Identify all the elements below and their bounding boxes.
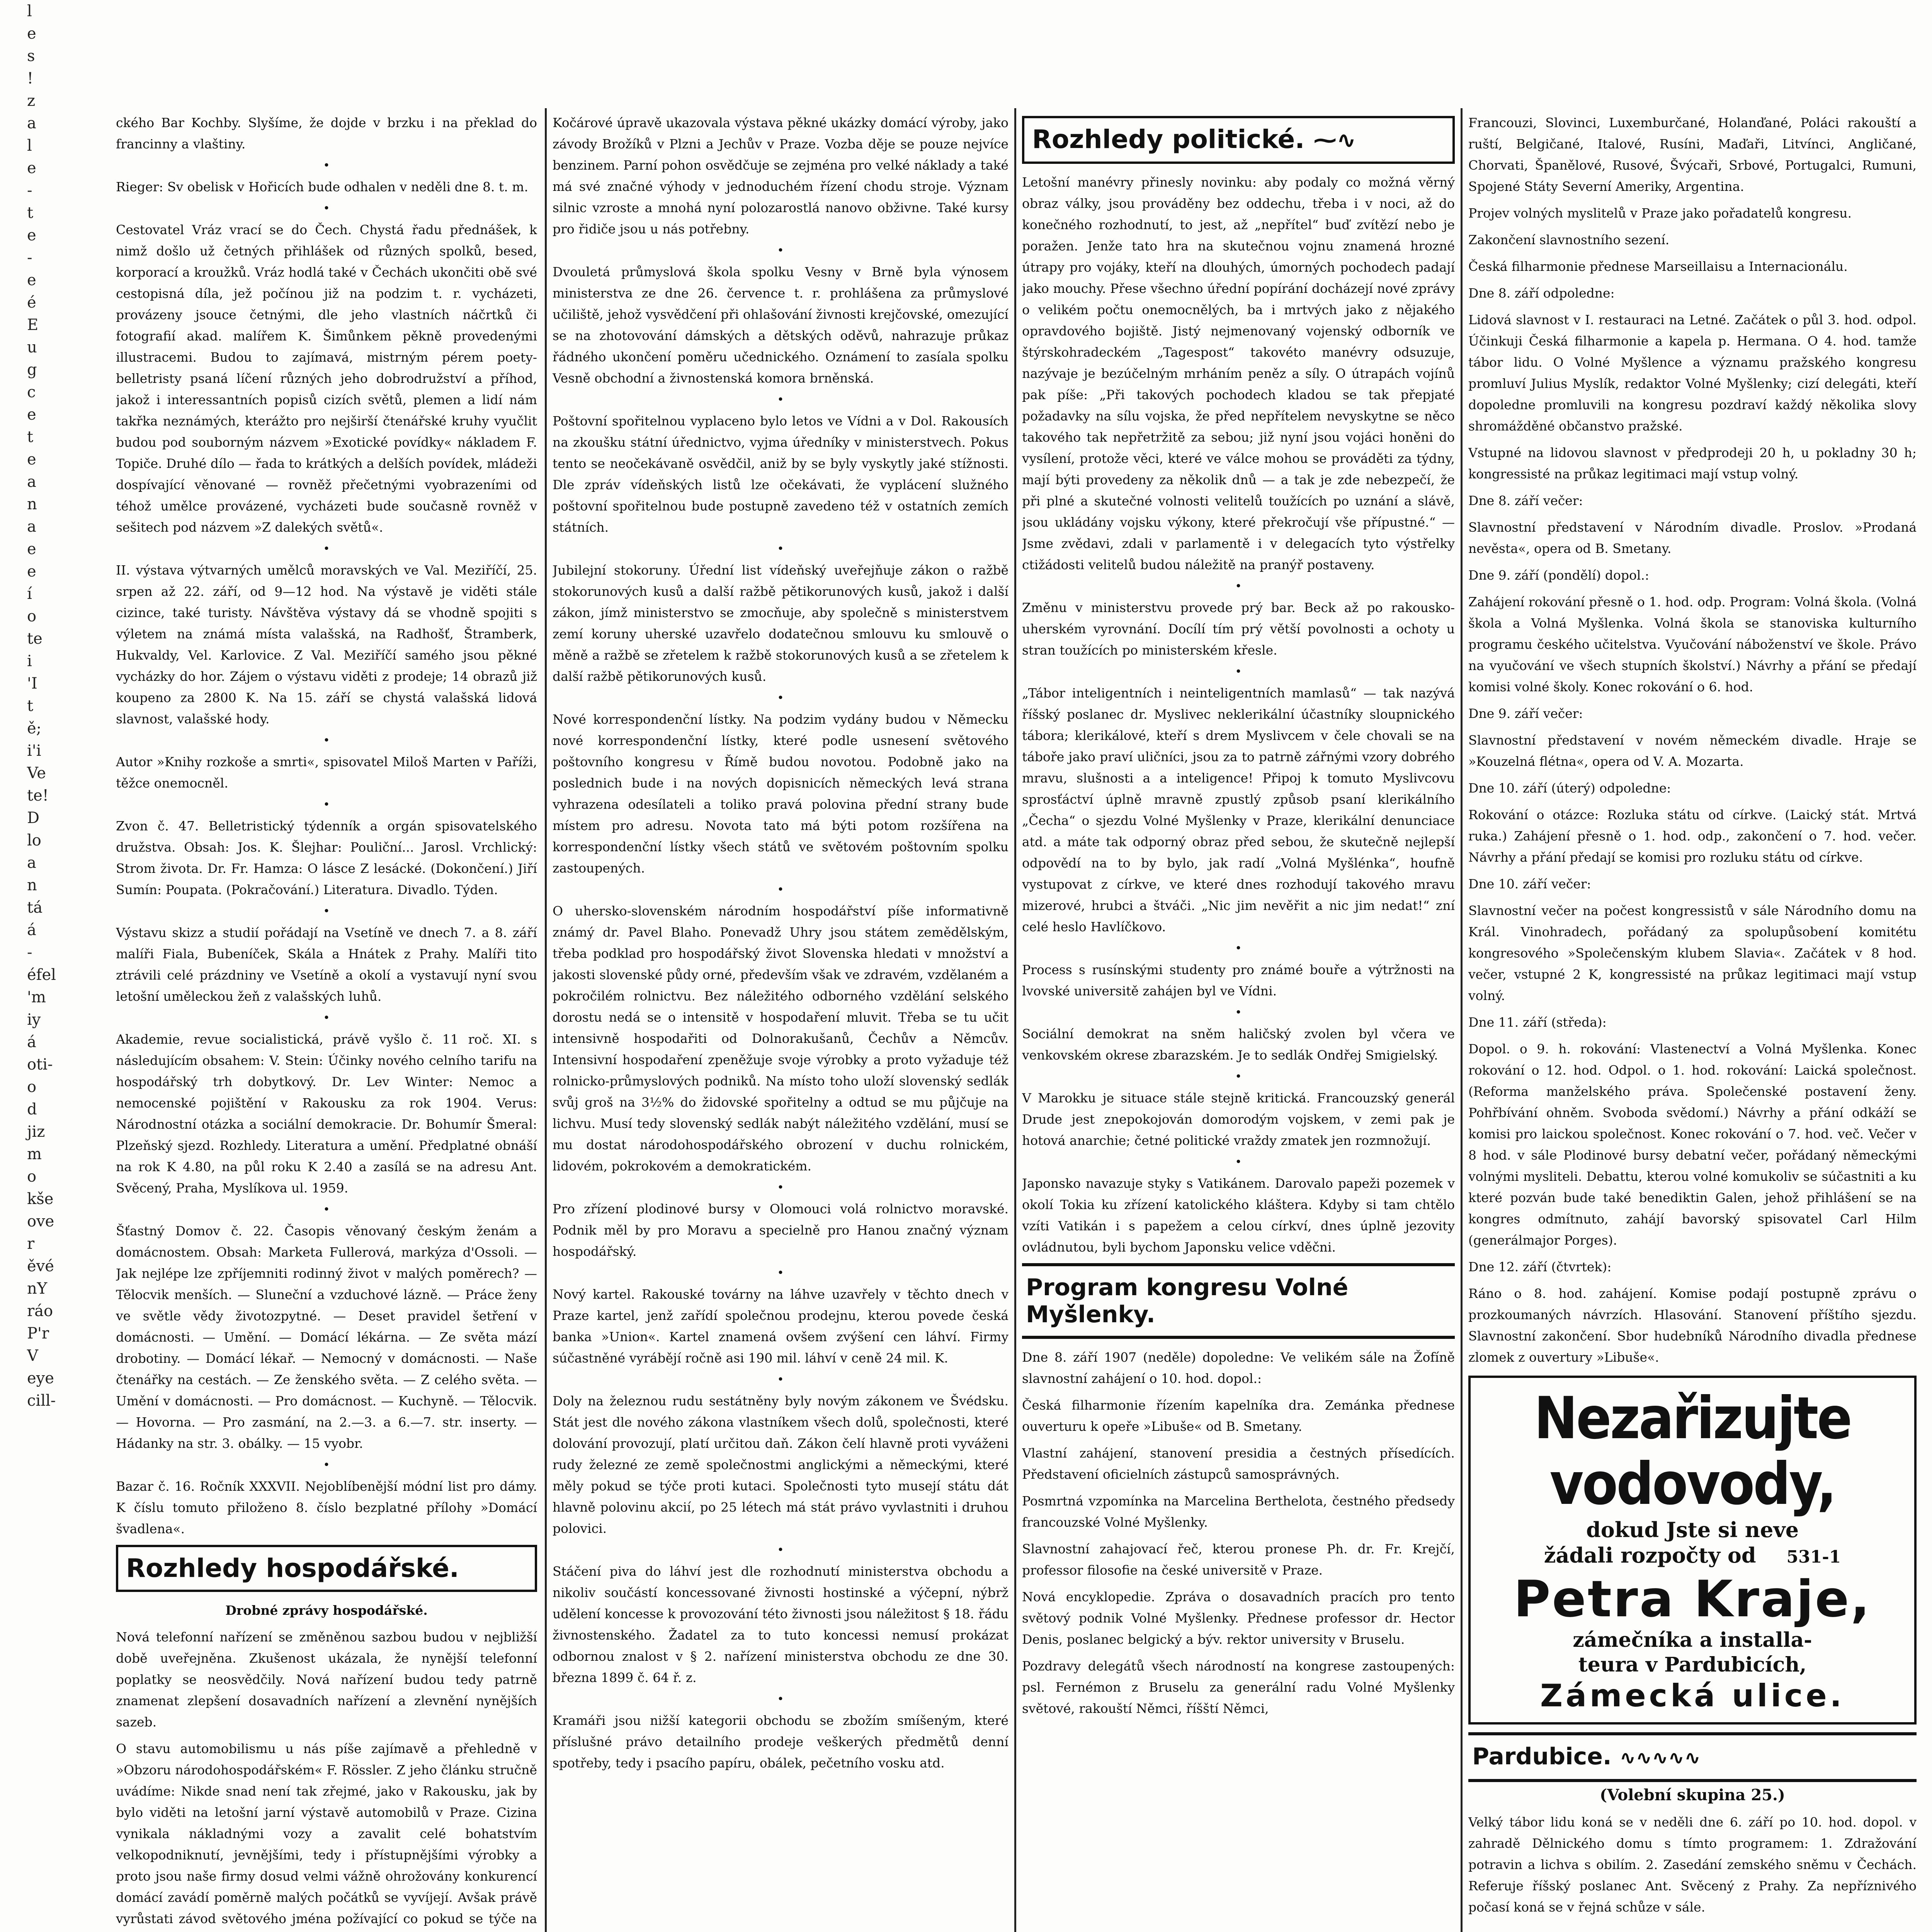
section-heading-political <box>1022 116 1455 164</box>
article-paragraph: Cestovatel Vráz vrací se do Čech. Chystá řadu přednášek, k nimž došlo už četných přihlášek od různých spolků, besed, korporací a kroužků. Vráz hodlá také v Čechách ukončiti obě své cestopisná díla, jež počínou již na podzim t. r. vycházeti, provázeny jsouce četnými, dle jeho vlastních náčrtků či fotografií akad. malířem K. Šimůnkem pěkně provedenými illustracemi. Budou to zajímavá, mistrným pérem poety-belletristy psaná líčení různých jeho dobrodružství a příhod, jakož i interessantních popisů cizích světů, plemen a lidí nám takřka neznámých, kterážto pro nejširší čtenářské kruhy vyučlit budou pod souborným názvem »Exotické povídky« nákladem F. Topiče. Druhé dílo — řada to krátkých a delších povídek, mládeži dospívající věnované — rovněž přečetnými vyobrazeními od téhož umělce provázené, vycházeti bude současně rovněž v sešitech pod názvem »Z dalekých světů«. <box>116 222 537 535</box>
article-paragraph: Process s rusínskými studenty pro známé bouře a výtržnosti na lvovské universitě zahájen byl ve Vídni. <box>1022 962 1455 998</box>
paragraph-separator: • <box>777 1692 784 1706</box>
margin-fragment: éfel <box>27 966 56 984</box>
article-paragraph: Pozdravy delegátů všech národností na kongrese zastoupených: psl. Fernémon z Bruselu za generální radu Volné Myšlenky světové, rakouští Němci, říšští Němci, <box>1022 1658 1455 1716</box>
article-paragraph: Nová telefonní nařízení se změněnou sazbou budou v nejbližší době uveřejněna. Zkušenost ukázala, že nynější telefonní poplatky se neosvědčily. Nová nařízení budou tedy patrně znamenat zlepšení dosavadních nařízení a zlevnění nynějších sazeb. <box>116 1629 537 1730</box>
column-3-articles <box>1022 172 1455 1258</box>
margin-fragment: a <box>27 114 36 132</box>
pardubice-text: Velký tábor lidu koná se v neděli dne 6. září po 10. hod. dopol. v zahradě Dělnického domu s tímto programem: 1. Zdražování potravin a lichva s obilím. 2. Zasedání zemského sněmu v Čechách. Referuje říšský poslanec Ant. Svěcený z Prahy. Za nepříznivého počasí koná se v řejná schůze v sále. <box>1468 1815 1917 1915</box>
ad-ref-number: 531-1 <box>1786 1547 1841 1567</box>
left-margin-fragments <box>0 0 66 1932</box>
article-paragraph: Akademie, revue socialistická, právě vyšlo č. 11 roč. XI. s následujícím obsahem: V. Stein: Účinky nového celního tarifu na hospodářský trh dobytkový. Dr. Lev Winter: Nemoc a nemocenské pojištění v Rakousku za rok 1904. Verus: Národnostní otázka a sociální demokracie. Dr. Bohumír Šmeral: Plzeňský sjezd. Rozhledy. Literatura a umění. Předplatné obnáší na rok K 4.80, na půl roku K 2.40 a zasílá se na adresu Ant. Svěcený, Praha, Myslíkova ul. 1959. <box>116 1032 537 1196</box>
article-paragraph: Výstavu skizz a studií pořádají na Vsetíně ve dnech 7. a 8. září malíři Fiala, Bubeníček, Skála a Hnátek z Prahy. Malíři tito ztrávili celé prázdniny ve Vsetíně a okolí a vystavují nyní svou letošní uměleckou žeň z valašských luhů. <box>116 925 537 1004</box>
article-paragraph: Jubilejní stokoruny. Úřední list vídeňský uveřejňuje zákon o ražbě stokorunových kusů a další ražbě pětikorunových kusů, jakož i další zákon, jímž ministerstvo se zmocňuje, aby společně s ministerstvem zemí koruny uherské uzavřelo dodatečnou smlouvu ku smlouvě o měně a ražbě se zřetelem k ražbě stokorunových kusů a se zřetelem k další ražbě pětikorunových kusů. <box>553 563 1009 684</box>
margin-fragment: u <box>27 338 37 356</box>
margin-fragment: - <box>27 944 32 961</box>
margin-fragment: é <box>27 294 36 311</box>
column-1 <box>116 112 537 1932</box>
article-paragraph: Sociální demokrat na sněm haličský zvolen byl včera ve venkovském okrese zbarazském. Je to sedlák Ondřej Smigielský. <box>1022 1026 1455 1063</box>
ad-line-3-text: žádali rozpočty od <box>1544 1543 1756 1568</box>
margin-fragment: ove <box>27 1213 54 1230</box>
program-heading: Program kongresu Volné Myšlenky. <box>1022 1263 1455 1339</box>
column-4-articles <box>1468 112 1917 1368</box>
margin-fragment: eye <box>27 1369 54 1387</box>
margin-fragment: kše <box>27 1190 54 1208</box>
ad-line-5: teura v Pardubicích, <box>1578 1653 1807 1677</box>
article-paragraph: Kočárové úpravě ukazovala výstava pěkné ukázky domácí výroby, jako závody Brožíků v Plzni a Jechův v Praze. Vozba děje se pouze nejvíce benzinem. Parní pohon osvědčuje se zejména pro velké náklady a také má své značné výhody v jednoduchém řízení chodu stroje. Význam silnic vzroste a mnohá nyní polozarostlá nanovo obživne. Také kursy pro řidiče jsou u nás potřebny. <box>553 115 1009 236</box>
article-paragraph: Dne 9. září večer: <box>1468 706 1583 721</box>
margin-fragment: s <box>27 47 35 65</box>
margin-fragment: a <box>27 854 36 872</box>
article-paragraph: Nové korrespondenční lístky. Na podzim vydány budou v Německu nové korrespondenční lístky, které podle usnesení světového poštovního kongresu v Římě budou novotou. Podobně jako na poslednich bude i na nových dopisnicích německých levá strana vyhrazena odesílateli a toliko pravá polovina přední strany bude místem pro adresu. Novota tato má býti potom rozšířena na korrespondenční lístky všech států ve světovém poštovním spolku zastoupených. <box>553 712 1009 876</box>
article-paragraph: Dne 10. září večer: <box>1468 876 1591 891</box>
margin-fragment: í <box>27 585 32 603</box>
paragraph-separator: • <box>1235 942 1242 955</box>
article-paragraph: Poštovní spořitelnou vyplaceno bylo letos ve Vídni a v Dol. Rakousích na zkoušku státní úřednictvo, vyjma úředníky v ministerstvech. Pokus tento se neočekávaně osvědčil, aniž by se byly vyskytly jaké stížnosti. Dle zpráv vídeňských listů lze očekávati, že vyplácení služného poštovní spořitelnou bude postupně zavedeno též v ostatních zemích státních. <box>553 413 1009 535</box>
article-paragraph: Stáčení piva do láhví jest dle rozhodnutí ministerstva obchodu a nikoliv součástí koncessované živnosti hostinské a výčepní, nýbrž udělení koncesse k provozování této živnosti jsou náležitost § 18. řádu živnostenského. Žadatel za to tuto koncessi nemusí prokázat odbornou znalost v § 2. nařízení ministerstva obchodu ze dne 30. března 1899 č. 64 ř. z. <box>553 1564 1009 1685</box>
ad-line-3 <box>1478 1543 1906 1570</box>
margin-fragment: á <box>27 921 36 939</box>
margin-fragment: o <box>27 1168 37 1185</box>
margin-fragment: 'm <box>27 988 46 1006</box>
article-paragraph: Vstupné na lidovou slavnost v předprodeji 20 h, u pokladny 30 h; kongressisté na průkaz legitimaci mají vstup volný. <box>1468 445 1917 481</box>
column-1-articles <box>116 112 537 1539</box>
margin-fragment: V <box>27 1347 38 1365</box>
article-paragraph: Doly na železnou rudu sestátněny byly novým zákonem ve Švédsku. Stát jest dle nového zákona vlastníkem všech dolů, společnosti, které dolování provozují, platí určitou daň. Zákon čelí hlavně proti vyváženi rudy železné ze země společnostmi anglickými a německými, které měly pokud se týče proti kutaci. Společnosti tyto musejí státu dát hlavně polovinu akcií, po 25 létech má stát právo vyvlastniti i druhou polovici. <box>553 1393 1009 1536</box>
margin-fragment: e <box>27 271 36 289</box>
margin-fragment: ě; <box>27 719 42 737</box>
margin-fragment: t <box>27 204 34 222</box>
margin-fragment: - <box>27 182 32 199</box>
paragraph-separator: • <box>323 159 330 172</box>
article-paragraph: Slavnostní představení v novém německém divadle. Hraje se »Kouzelná flétna«, opera od V. A. Mozarta. <box>1468 733 1917 769</box>
column-1-economic-articles <box>116 1600 537 1932</box>
margin-fragment: ! <box>27 70 34 87</box>
margin-fragment: n <box>27 876 37 894</box>
margin-fragment: cill- <box>27 1392 56 1410</box>
margin-fragment: nY <box>27 1280 48 1298</box>
pardubice-subheading: (Volební skupina 25.) <box>1600 1786 1785 1804</box>
article-paragraph: Slavnostní zahajovací řeč, kterou pronese Ph. dr. Fr. Krejčí, professor filosofie na české universitě v Praze. <box>1022 1541 1455 1578</box>
article-paragraph: Ráno o 8. hod. zahájení. Komise podají postupně zprávu o prozkoumaných návrzích. Hlasování. Stanovení příštího sjezdu. Slavnostní zakončení. Sbor hudebníků Národního divadla přednese zlomek z ouvertury »Libuše«. <box>1468 1286 1917 1365</box>
margin-fragment: P'r <box>27 1325 49 1342</box>
margin-fragment: 'I <box>27 675 37 692</box>
column-4 <box>1468 112 1917 1932</box>
paragraph-separator: • <box>777 1543 784 1557</box>
margin-fragment: o <box>27 1078 37 1096</box>
margin-fragment: - <box>27 249 32 267</box>
article-paragraph: Slavnostní představení v Národním divadle. Proslov. »Prodaná nevěsta«, opera od B. Smetany. <box>1468 520 1917 556</box>
article-paragraph: „Tábor inteligentních i neinteligentních mamlasů“ — tak nazývá říšský poslanec dr. Myslivec neklerikální účastníky sloupnického tábora; klerikálové, kteří s drem Myslivcem v čele chovali se na táboře jako praví uličníci, jsou za to patrně zářnými vzory dobrého mravu, slušnosti a a inteligence! Připoj k tomuto Myslivcovu sprosťáctví úplně mravně zpustlý způsob psaní klerikálního „Čecha“ o sjezdu Volné Myšlenky v Praze, klerikální denunciace atd. a máte tak odporný obraz před sebou, že skutečně nejlepší odpovědí na to by bylo, jak radí „Volná Myšlénka“, houfně vystupovat z církve, ve které dnes rozhodují takového mravu mizerové, hrubci a štváči. „Nic jim nevěřit a nic jim nedat!“ zní celé heslo Havlíčkovo. <box>1022 685 1455 934</box>
article-paragraph: II. výstava výtvarných umělců moravských ve Val. Meziříčí, 25. srpen až 22. září, od 9—12 hod. Na výstavě je viděti stále cizince, také turisty. Návštěva výstavy dá se vhodně spojiti s výletem na známá místa valašská, na Radhošť, Štramberk, Hukvaldy, Vel. Karlovice. Z Val. Meziříčí samého jsou pěkné vycházky do hor. Zájem o výstavu viděti z prodeje; 14 obrazů již koupeno za 2800 K. Na 15. září se chystá valašská lidová slavnost, valašské hody. <box>116 563 537 726</box>
ad-line-2: dokud Jste si neve <box>1586 1517 1799 1542</box>
congress-program-list <box>1022 1347 1455 1719</box>
article-paragraph: Bazar č. 16. Ročník XXXVII. Nejoblíbenější módní list pro dámy. K číslu tomuto přiloženo 8. číslo bezplatné přílohy »Domácí švadlena«. <box>116 1479 537 1536</box>
article-paragraph: Zvon č. 47. Belletristický týdenník a orgán spisovatelského družstva. Obsah: Jos. K. Šlejhar: Pouliční... Jarosl. Vrchlický: Strom života. Dr. Fr. Hamza: O lásce Z lesácké. (Dokončení.) Jiří Sumín: Poupata. (Pokračování.) Literatura. Divadlo. Týden. <box>116 818 537 897</box>
article-paragraph: Rieger: Sv obelisk v Hořicích bude odhalen v neděli dne 8. t. m. <box>116 179 528 194</box>
ad-line-4: zámečníka a installa- <box>1573 1628 1812 1652</box>
pardubice-heading-text: Pardubice. <box>1472 1743 1612 1770</box>
margin-fragment: E <box>27 316 39 334</box>
paragraph-separator: • <box>777 542 784 556</box>
column-divider-3 <box>1461 108 1463 1932</box>
article-paragraph: Kramáři jsou nižší kategorii obchodu se zbožím smíšeným, které příslušné právo detailního prodeje veškerých předmětů denní spotřeby, tedy i psacího papíru, obálek, pečetního vosku atd. <box>553 1713 1009 1770</box>
margin-fragment: g <box>27 361 37 379</box>
article-paragraph: O uhersko-slovenském národním hospodářství píše informativně známý dr. Pavel Blaho. Ponevadž Uhry jsou státem zemědělským, třeba podklad pro hospodářský život Slovenska hledati v množství a jakosti slovenské půdy orné, především však ve zdravém, vzdělaném a pokročilém rolnictvu. Bez náležitého odborného vzdělání selského dorostu nedá se o intensitě v hospodaření mluvit. Třeba se tu učit intensivně hospodařiti od Dolnorakušanů, Čechův a Němcův. Intensivní hospodaření zpeněžuje svoje výrobky a proto vyžaduje též rolnicko-průmyslových podniků. Na místo toho uloží slovenský sedlák svůj groš na 3½% do židovské spořitelny a odtud se mu půjčuje na lichvu. Musí tedy slovenský sedlák nabýt náležitého vzdělání, musí se mu dostat národohospodářského obrození v duchu rolnickém, lidovém, pokrokovém a demokratickém. <box>553 903 1009 1173</box>
section-heading-economic: Rozhledy hospodářské. <box>116 1545 537 1592</box>
article-paragraph: Pro zřízení plodinové bursy v Olomouci volá rolnictvo moravské. Podnik měl by pro Moravu a specielně pro Hanou značný význam hospodářský. <box>553 1201 1009 1259</box>
margin-fragment: á <box>27 1033 36 1051</box>
margin-fragment: t <box>27 428 34 446</box>
article-paragraph: Projev volných myslitelů v Praze jako pořadatelů kongresu. <box>1468 206 1852 221</box>
pardubice-heading <box>1468 1732 1917 1782</box>
paragraph-separator: • <box>777 1181 784 1194</box>
margin-fragment: Ve <box>27 764 46 782</box>
margin-fragment: oti- <box>27 1056 53 1073</box>
article-paragraph: Dne 10. září (úterý) odpoledne: <box>1468 781 1671 796</box>
paragraph-separator: • <box>777 691 784 705</box>
article-paragraph: Letošní manévry přinesly novinku: aby podaly co možná věrný obraz války, jsou prováděny bez oddechu, třeba i v noci, až do konečného rozhodnutí, to jest, až „nepřítel“ buď zvítězí nebo je poražen. Jenže tato hra na skutečnou vojnu znamená hrozné útrapy pro vojáky, kteří na dlouhých, úmorných pochodech padají jako mouchy. Přese všechno úřední popírání docházejí nové zprávy o velikém počtu onemocnělých, ba i mrtvých jako z nějakého opravdového bojiště. Jistý nejmenovaný vojenský odborník ve štýrskohradeckém „Tagespost“ takovéto manévry odsuzuje, nazývaje je bezúčelným mrháním peněz a síly. O útrapách vojínů pak píše: „Při takových pochodech kladou se tak přepjaté požadavky na sílu vojska, že před nepřítelem nevyskytne se něco takového tak nepřetržitě za sebou; již nyní jsou vojáci honěni do vysílení, protože věci, které ve válce mohou se prováděti za týdny, mají býti provedeny za několik dnů — a tak je zde nebezpečí, že při plné a skutečné volnosti velitelů toužících po uznání a slávě, jsou ukládány vojsku výkony, které překročují vše přípustné.“ — Jsme zvědavi, zdali v parlamentě i v delegacích tyto výstřelky ctižádosti velitelů budou náležitě na pranýř postaveny. <box>1022 175 1455 572</box>
margin-fragment: e <box>27 540 36 558</box>
article-paragraph: Dopol. o 9. h. rokování: Vlastenectví a Volná Myšlenka. Konec rokování o 12. hod. Odpol. o 1. hod. rokování: Laická společnost. (Reforma manželského práva. Společenské postavení ženy. Pohřbívání ohněm. Svoboda svědomí.) Návrhy a přání odkáží se komisi pro laickou společnost. Konec rokování o 7. hod. več. Večer v 8 hod. v sále Plodinové bursy debatní večer, pořádaný německými volnými mysliteli. Debattu, kterou volné komukoliv se súčastniti a ku které pozván bude také benediktin Galen, jehož přihlášení se na kongres odmítnuto, zahájí bavorský spisovatel Carl Hilm (generálmajor Porges). <box>1468 1041 1917 1248</box>
article-paragraph: Zahájení rokování přesně o 1. hod. odp. Program: Volná škola. (Volná škola a Volná Myšlenka. Volná škola se stanoviska kulturního programu českého učitelstva. Vyučování náboženství ve škole. Právo na vyučování ve všech stupních školství.) Návrhy a přání se předají komisi volné školy. Konec rokování o 6. hod. <box>1468 594 1917 694</box>
paragraph-separator: • <box>1235 665 1242 679</box>
margin-fragment: tá <box>27 899 43 917</box>
paragraph-separator: • <box>323 905 330 918</box>
article-paragraph: Dvouletá průmyslová škola spolku Vesny v Brně byla výnosem ministerstva ze dne 26. července t. r. prohlášena za průmyslové učiliště, jehož vysvědčení při ohlašování živnosti krejčovské, omezující se na zhotovování dámských a dětských oděvů, nahrazuje průkaz řádného ukončení poměru učednického. Oznámení to zasíala spolku Vesně obchodní a živnostenská komora brněnská. <box>553 264 1009 386</box>
margin-fragment: e <box>27 159 36 177</box>
paragraph-separator: • <box>777 1266 784 1280</box>
margin-fragment: i'i <box>27 742 41 760</box>
paragraph-separator: • <box>323 202 330 215</box>
margin-fragment: c <box>27 383 36 401</box>
political-heading-text: Rozhledy politické. <box>1032 124 1305 154</box>
article-paragraph: ckého Bar Kochby. Slyšíme, že dojde v brzku i na překlad do francinny a vlaštiny. <box>116 115 537 151</box>
paragraph-separator: • <box>323 542 330 556</box>
article-paragraph: Dne 12. září (čtvrtek): <box>1468 1259 1612 1274</box>
flourish-ornament: ⁓∿ <box>1313 127 1356 154</box>
article-paragraph: Dne 8. září večer: <box>1468 493 1583 508</box>
margin-fragment: e <box>27 451 36 468</box>
paragraph-separator: • <box>323 1458 330 1472</box>
article-paragraph: Posmrtná vzpomínka na Marcelina Berthelota, čestného předsedy francouzské Volné Myšlenky. <box>1022 1493 1455 1530</box>
paragraph-separator: • <box>323 734 330 747</box>
advertisement-petr-kraj <box>1468 1376 1917 1725</box>
paragraph-separator: • <box>1235 580 1242 593</box>
margin-fragment: a <box>27 518 36 536</box>
margin-fragment: d <box>27 1100 37 1118</box>
margin-fragment: o <box>27 607 37 625</box>
article-paragraph: Česká filharmonie přednese Marseillaisu a Internacionálu. <box>1468 259 1848 274</box>
ad-headline: Nezařizujte vodovody, <box>1534 1385 1851 1518</box>
article-paragraph: Autor »Knihy rozkoše a smrti«, spisovatel Miloš Marten v Paříži, těžce onemocněl. <box>116 754 537 791</box>
article-paragraph: Rokování o otázce: Rozluka státu od církve. (Laický stát. Mrtvá ruka.) Zahájení přesně o 1. hod. odp., zakončení o 7. hod. večer. Návrhy a přání předají se komisi pro rozluku státu od církve. <box>1468 807 1917 865</box>
margin-fragment: ěvé <box>27 1257 54 1275</box>
flourish-ornament: ∿∿∿∿∿ <box>1619 1747 1701 1769</box>
paragraph-separator: • <box>323 1011 330 1025</box>
margin-fragment: D <box>27 809 40 827</box>
article-paragraph: Slavnostní večer na počest kongressistů v sále Národního domu na Král. Vinohradech, pořádaný za spolupůsobení komitétu kongresového »Společenským klubem Slavia«. Začátek v 8 hod. večer, vstupné 2 K, kongressisté na průkaz legitimaci mají vstup volný. <box>1468 903 1917 1003</box>
paragraph-separator: • <box>323 798 330 811</box>
ad-street: Zámecká ulice. <box>1540 1678 1845 1714</box>
margin-fragment: t <box>27 697 34 715</box>
margin-fragment: l <box>27 2 32 20</box>
article-paragraph: Lidová slavnost v I. restauraci na Letné. Začátek o půl 3. hod. odpol. Účinkuji Česká filharmonie a kapela p. Hermana. O 4. hod. tamže tábor lidu. O Volné Myšlence a významu pražského kongresu promluví Julius Myslík, redaktor Volné Myšlenky; cizí delegáti, kteří dopoledne promluvili na kongresu pozdraví každý několika slovy shromážděné občanstvo pražské. <box>1468 312 1917 434</box>
paragraph-separator: • <box>777 244 784 257</box>
ad-company-name: Petra Kraje, <box>1514 1570 1871 1628</box>
paragraph-separator: • <box>323 1203 330 1216</box>
article-paragraph: Nová encyklopedie. Zpráva o dosavadních pracích pro tento světový podnik Volné Myšlenky. Přednese professor dr. Hector Denis, poslanec belgický a býv. rektor university v Bruselu. <box>1022 1589 1455 1647</box>
article-paragraph: Nový kartel. Rakouské továrny na láhve uzavřely v těchto dnech v Praze kartel, jenž zařídí společnou prodejnu, kterou povede česká banka »Union«. Kartel znamená ovšem zvýšení cen láhví. Firmy súčastněné vyrábějí ročně asi 190 mil. láhví v ceně 24 mil. K. <box>553 1287 1009 1366</box>
margin-fragment: e <box>27 25 36 43</box>
margin-fragment: lo <box>27 832 41 849</box>
paragraph-separator: • <box>777 883 784 896</box>
article-paragraph: O stavu automobilismu u nás píše zajímavě a přehledně v »Obzoru národohospodářském« F. Rössler. Z jeho článku stručně uvádíme: Nikde snad není tak zřejmé, jako v Rakousku, jak by bylo viděti na letošní jarní výstavě automobilů v Praze. Cizina vynikala nákladnými vozy a zavalit celé bohatstvím velkopodniknutí, jevnějšími, tedy i přístupnějšími výrobky a proto jsou naše firmy dosud velmi vážně ohrožovány konkurencí domácí zavádí poměrně malých počátků se vyvíjejí. Avšak právě vyrůstati závod světového jména požívající co pokud se týče na <box>116 1741 537 1926</box>
article-paragraph: Japonsko navazuje styky s Vatikánem. Darovalo papeži pozemek v okolí Tokia ku zřízení katolického kláštera. Kdyby si tam chtělo vzíti Vatikán i s papežem a celou církví, dnes úplně jezovity ovládnutou, byli bychom Japonsku velice vděčni. <box>1022 1176 1455 1255</box>
paragraph-separator: • <box>1235 1070 1242 1083</box>
article-paragraph: Francouzi, Slovinci, Luxemburčané, Holanďané, Poláci rakouští a ruští, Belgičané, Italové, Rusíni, Maďaři, Litvínci, Angličané, Chorvati, Španělové, Rusové, Švýcaři, Srbové, Portugalci, Rumuni, Spojené Státy Severní Ameriky, Argentina. <box>1468 115 1917 194</box>
article-paragraph: Změnu v ministerstvu provede prý bar. Beck až po rakousko-uherském vyrovnání. Docílí tím prý větší povolnosti a ochoty u stran toužících po ministerském křesle. <box>1022 600 1455 658</box>
margin-fragment: e <box>27 563 36 580</box>
article-paragraph: Dne 9. září (pondělí) dopol.: <box>1468 568 1649 583</box>
article-paragraph: Drobné zprávy hospodářské. <box>225 1603 428 1618</box>
article-paragraph: Dne 11. září (středa): <box>1468 1015 1607 1030</box>
column-3 <box>1022 112 1455 1932</box>
margin-fragment: n <box>27 495 37 513</box>
article-paragraph: Šťastný Domov č. 22. Časopis věnovaný českým ženám a domácnostem. Obsah: Marketa Fullerová, markýza d'Ossoli. — Jak nejlépe lze zpříjemniti rodinný život v malých poměrech? — Tělocvik menších. — Sluneční a vzduchové lázně. — Práce ženy ve světle vědy životozpytné. — Deset pravidel šetření v domácnosti. — Umění. — Domácí lékárna. — Ze světa mází drobotiny. — Domácí lékař. — Nemocný v domácnosti. — Naše čtenářky na cestách. — Ze ženského světa. — Z celého světa. — Umění v domácnosti. — Pro domácnost. — Kuchyně. — Tělocvik. — Hovorna. — Pro zasmání, na 2.—3. a 6.—7. str. inserty. — Hádanky na str. 3. obálky. — 15 vyobr. <box>116 1223 537 1451</box>
paragraph-separator: • <box>1235 1155 1242 1169</box>
article-paragraph: Dne 8. září odpoledne: <box>1468 286 1615 301</box>
margin-fragment: z <box>27 92 36 110</box>
paragraph-separator: • <box>1235 1006 1242 1019</box>
paragraph-separator: • <box>777 1373 784 1386</box>
column-2-articles <box>553 112 1009 1774</box>
margin-fragment: jiz <box>27 1123 45 1141</box>
column-divider-1 <box>545 108 547 1932</box>
margin-fragment: a <box>27 473 36 491</box>
margin-fragment: e <box>27 406 36 423</box>
column-divider-2 <box>1014 108 1016 1932</box>
margin-fragment: iy <box>27 1011 41 1029</box>
article-paragraph: V Marokku je situace stále stejně kritická. Francouzský generál Drude jest znepokojován domorodým vojskem, v zemi pak je hotová anarchie; četné politické vraždy zmatek jen rozmnožují. <box>1022 1090 1455 1148</box>
margin-fragment: te <box>27 630 43 648</box>
margin-fragment: r <box>27 1235 35 1253</box>
article-paragraph: Česká filharmonie řízením kapelníka dra. Zemánka přednese ouverturu k opeře »Libuše« od B. Smetany. <box>1022 1398 1455 1434</box>
article-paragraph: Dne 8. září 1907 (neděle) dopoledne: Ve velikém sále na Žofíně slavnostní zahájení o 10. hod. dopol.: <box>1022 1350 1455 1386</box>
column-2 <box>553 112 1009 1932</box>
article-paragraph: Zakončení slavnostního sezení. <box>1468 232 1670 247</box>
margin-fragment: m <box>27 1145 42 1163</box>
margin-fragment: ráo <box>27 1302 53 1320</box>
margin-fragment: i <box>27 652 32 670</box>
margin-fragment: te! <box>27 787 49 804</box>
article-paragraph: Vlastní zahájení, stanovení presidia a čestných přísedících. Představení oficielních zástupců samosprávných. <box>1022 1446 1455 1482</box>
paragraph-separator: • <box>777 393 784 406</box>
margin-fragment: e <box>27 226 36 244</box>
margin-fragment: l <box>27 137 32 155</box>
